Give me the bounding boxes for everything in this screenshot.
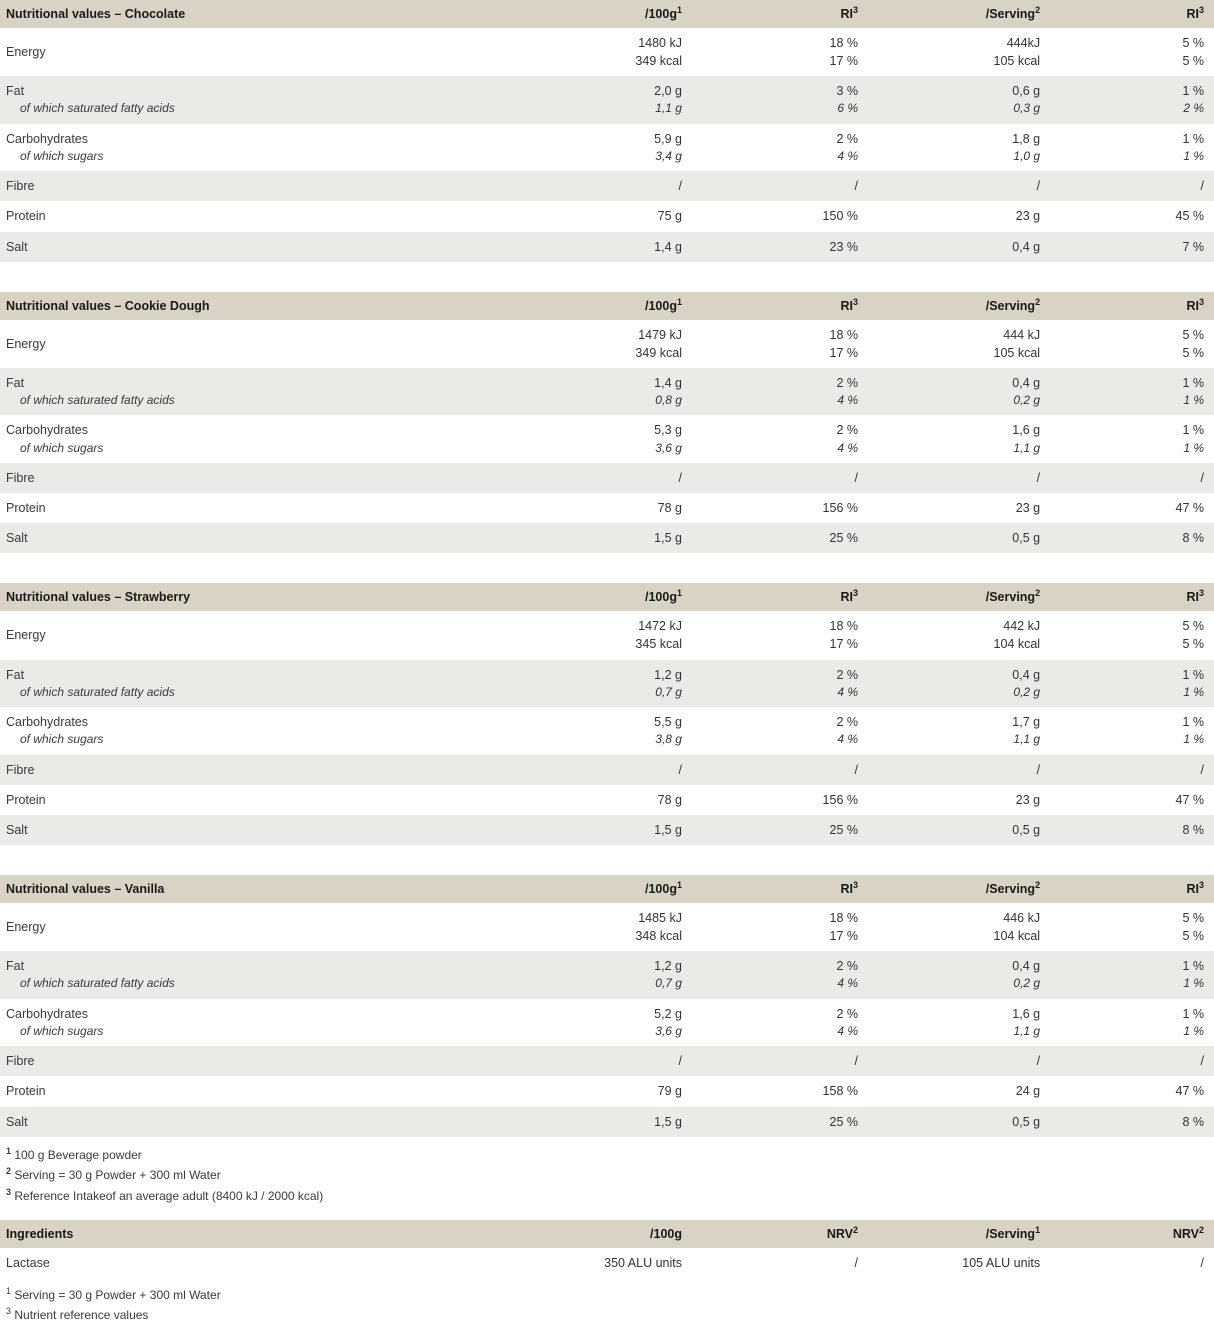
value-ri-1: / (692, 171, 868, 201)
table-title: Nutritional values – Strawberry (0, 583, 486, 611)
column-ri-1 (692, 583, 868, 611)
value-per-serving: / (868, 755, 1050, 785)
value-per-serving: 444kJ 105 kcal (868, 28, 1050, 76)
value-ri-2: 1 % 1 % (1050, 951, 1214, 999)
table-body (0, 28, 1214, 262)
value-ri-2: 1 % 1 % (1050, 999, 1214, 1047)
column-per-100g (486, 875, 692, 903)
footnote-marker: 1 (676, 879, 682, 890)
value-ri-2: / (1050, 1046, 1214, 1076)
footnote-marker: 1 (1035, 1225, 1041, 1236)
table-row (0, 1046, 1214, 1076)
column-label: RI (1186, 881, 1199, 896)
column-ri-2 (1050, 875, 1214, 903)
table-row (0, 707, 1214, 755)
column-per-100g (486, 583, 692, 611)
value-per-serving: 0,4 g (868, 232, 1050, 262)
value-ri-1: 156 % (692, 493, 868, 523)
value-per-serving: 0,4 g 0,2 g (868, 660, 1050, 708)
value-ri-2: / (1050, 755, 1214, 785)
value-ri-2: 47 % (1050, 1076, 1214, 1106)
value-ri-1: / (692, 463, 868, 493)
value-ri-1: 2 % 4 % (692, 660, 868, 708)
footnote-marker: 3 (6, 1186, 12, 1197)
column-per-serving (868, 583, 1050, 611)
value-per-100g: 1,2 g 0,7 g (486, 660, 692, 708)
value-per-serving: 1,8 g 1,0 g (868, 124, 1050, 172)
row-label (0, 707, 486, 755)
row-label (0, 415, 486, 463)
nutrient-name: Carbohydrates (6, 715, 88, 730)
footnote-marker: 1 (676, 588, 682, 599)
footnote-marker: 1 (676, 4, 682, 15)
value-ri-2: / (1050, 463, 1214, 493)
column-nrv-2 (1050, 1220, 1214, 1248)
header-row (0, 583, 1214, 611)
row-label (0, 368, 486, 416)
row-label (0, 523, 486, 553)
row-label (0, 463, 486, 493)
nutrition-table-strawberry (0, 583, 1214, 845)
row-label (0, 755, 486, 785)
value-ri-2: 1 % 1 % (1050, 124, 1214, 172)
row-label (0, 785, 486, 815)
value-per-100g: / (486, 171, 692, 201)
value-ri-1: 2 % 4 % (692, 124, 868, 172)
column-label: RI (840, 7, 853, 21)
value-per-100g: / (486, 1046, 692, 1076)
table-row (0, 903, 1214, 951)
table-header (0, 0, 1214, 28)
column-per-serving (868, 292, 1050, 320)
row-label (0, 999, 486, 1047)
value-per-100g: 1480 kJ 349 kcal (486, 28, 692, 76)
value-ri-1: / (692, 755, 868, 785)
row-label (0, 171, 486, 201)
table-row (0, 815, 1214, 845)
value-per-100g: 78 g (486, 493, 692, 523)
value-ri-2: 5 % 5 % (1050, 28, 1214, 76)
nutrient-name: Fibre (6, 470, 35, 485)
value-ri-1: 18 % 17 % (692, 903, 868, 951)
table-row (0, 755, 1214, 785)
footnote-marker: 1 (676, 296, 682, 307)
value-per-100g: 1485 kJ 348 kcal (486, 903, 692, 951)
table-row (0, 660, 1214, 708)
column-ri-1 (692, 875, 868, 903)
value-per-serving: 0,5 g (868, 1107, 1050, 1137)
nutrient-subname: of which saturated fatty acids (20, 393, 175, 408)
column-label: RI (840, 298, 853, 313)
footnote-marker: 2 (6, 1166, 12, 1177)
value-per-100g: 75 g (486, 201, 692, 231)
value-ri-1: 2 % 4 % (692, 999, 868, 1047)
table-row (0, 415, 1214, 463)
row-label (0, 1046, 486, 1076)
column-per-serving (868, 1220, 1050, 1248)
table-title: Nutritional values – Vanilla (0, 875, 486, 903)
table-row (0, 201, 1214, 231)
nutrient-name: Fat (6, 667, 25, 682)
row-label (0, 1076, 486, 1106)
value-per-100g: 1,4 g 0,8 g (486, 368, 692, 416)
value-per-100g: 79 g (486, 1076, 692, 1106)
value-per-serving: 24 g (868, 1076, 1050, 1106)
value-ri-1: 25 % (692, 1107, 868, 1137)
nutrient-name: Carbohydrates (6, 423, 88, 438)
nutrient-name: Salt (6, 531, 28, 546)
value-ri-2: 1 % 1 % (1050, 660, 1214, 708)
value-per-100g: 5,3 g 3,6 g (486, 415, 692, 463)
value-ri-2: 8 % (1050, 523, 1214, 553)
column-label: /Serving (985, 881, 1036, 896)
value-per-serving: 105 ALU units (868, 1248, 1050, 1278)
nutrient-subname: of which saturated fatty acids (20, 101, 175, 116)
row-label (0, 1107, 486, 1137)
value-per-100g: 1479 kJ 349 kcal (486, 320, 692, 368)
row-label (0, 493, 486, 523)
footnote-marker: 3 (1198, 296, 1204, 307)
footnotes (2, 1145, 1214, 1207)
table-row (0, 785, 1214, 815)
footnote-marker: 3 (1198, 588, 1204, 599)
value-ri-1: 156 % (692, 785, 868, 815)
ingredient-footnotes (2, 1285, 1214, 1326)
nutrient-name: Salt (6, 239, 28, 254)
nutrient-name: Carbohydrates (6, 1006, 88, 1021)
value-ri-1: 158 % (692, 1076, 868, 1106)
footnote-text: Serving = 30 g Powder + 300 ml Water (14, 1287, 221, 1302)
footnote-text: Nutrient reference values (14, 1308, 149, 1323)
table-header (0, 1220, 1214, 1248)
column-label: /Serving (985, 1227, 1036, 1242)
footnote-marker: 3 (852, 296, 858, 307)
nutrient-subname: of which sugars (20, 1023, 104, 1038)
value-per-100g: 5,2 g 3,6 g (486, 999, 692, 1047)
row-label (0, 76, 486, 124)
column-label: RI (840, 590, 853, 605)
column-label: /100g (645, 881, 677, 896)
row-label (0, 124, 486, 172)
column-ri-1 (692, 0, 868, 28)
column-nrv-1 (692, 1220, 868, 1248)
footnote-marker: 2 (1035, 296, 1041, 307)
value-per-100g: 1,5 g (486, 815, 692, 845)
table-header (0, 292, 1214, 320)
value-per-100g: / (486, 463, 692, 493)
nutrient-subname: of which sugars (20, 732, 104, 747)
value-ri-1: 18 % 17 % (692, 28, 868, 76)
table-row (0, 611, 1214, 659)
value-ri-2: 5 % 5 % (1050, 903, 1214, 951)
ingredient-footnote-1 (2, 1285, 1214, 1306)
table-row (0, 232, 1214, 262)
column-ri-1 (692, 292, 868, 320)
nutrition-table-cookie-dough (0, 292, 1214, 554)
value-per-100g: 5,9 g 3,4 g (486, 124, 692, 172)
row-label (0, 28, 486, 76)
value-nrv-2: / (1050, 1248, 1214, 1278)
footnote-marker: 3 (852, 4, 858, 15)
nutrient-name: Carbohydrates (6, 131, 88, 146)
table-row (0, 1076, 1214, 1106)
nutrient-name: Fibre (6, 1054, 35, 1069)
table-header (0, 583, 1214, 611)
nutrient-subname: of which saturated fatty acids (20, 976, 175, 991)
footnote-marker: 3 (852, 879, 858, 890)
nutrient-subname: of which sugars (20, 440, 104, 455)
nutrient-name: Fat (6, 959, 25, 974)
value-per-100g: 1,2 g 0,7 g (486, 951, 692, 999)
value-ri-1: 3 % 6 % (692, 76, 868, 124)
footnote-marker: 3 (852, 588, 858, 599)
value-per-serving: 1,6 g 1,1 g (868, 415, 1050, 463)
row-label: Lactase (0, 1248, 486, 1278)
column-label: NRV (826, 1227, 853, 1242)
column-label: RI (840, 881, 853, 896)
table-row (0, 368, 1214, 416)
table-row (0, 1248, 1214, 1278)
ingredient-footnote-3 (2, 1305, 1214, 1326)
footnote-marker: 2 (1035, 588, 1041, 599)
value-per-serving: / (868, 1046, 1050, 1076)
value-ri-2: 47 % (1050, 785, 1214, 815)
header-row (0, 1220, 1214, 1248)
row-label (0, 660, 486, 708)
value-ri-2: 1 % 1 % (1050, 707, 1214, 755)
table-title: Nutritional values – Chocolate (0, 0, 486, 28)
row-label (0, 320, 486, 368)
table-body (0, 1248, 1214, 1278)
value-per-100g: 2,0 g 1,1 g (486, 76, 692, 124)
value-ri-2: 5 % 5 % (1050, 320, 1214, 368)
table-body (0, 320, 1214, 554)
value-ri-1: 2 % 4 % (692, 951, 868, 999)
column-label: /100g (645, 298, 677, 313)
table-row (0, 951, 1214, 999)
column-label: /Serving (985, 590, 1036, 605)
value-per-100g: 1,4 g (486, 232, 692, 262)
table-title: Nutritional values – Cookie Dough (0, 292, 486, 320)
column-per-100g (486, 0, 692, 28)
nutrient-subname: of which saturated fatty acids (20, 684, 175, 699)
column-per-100g: /100g (486, 1220, 692, 1248)
table-row (0, 1107, 1214, 1137)
footnote-marker: 2 (1035, 879, 1041, 890)
column-label: RI (1186, 590, 1199, 605)
footnote-marker: 2 (1198, 1225, 1204, 1236)
value-per-serving: 444 kJ 105 kcal (868, 320, 1050, 368)
value-per-serving: 442 kJ 104 kcal (868, 611, 1050, 659)
nutrient-name: Fat (6, 375, 25, 390)
row-label (0, 232, 486, 262)
value-per-100g: 5,5 g 3,8 g (486, 707, 692, 755)
column-label: /100g (645, 7, 677, 21)
header-row (0, 875, 1214, 903)
nutrient-name: Energy (6, 628, 46, 643)
table-row (0, 171, 1214, 201)
footnote-1 (2, 1145, 1214, 1166)
table-row (0, 523, 1214, 553)
row-label (0, 951, 486, 999)
value-ri-1: 2 % 4 % (692, 368, 868, 416)
nutrient-name: Protein (6, 1084, 46, 1099)
value-per-serving: 0,4 g 0,2 g (868, 368, 1050, 416)
row-label (0, 611, 486, 659)
value-ri-1: 18 % 17 % (692, 320, 868, 368)
header-row (0, 0, 1214, 28)
value-per-100g: / (486, 755, 692, 785)
footnote-text: Serving = 30 g Powder + 300 ml Water (14, 1168, 221, 1183)
value-per-serving: 23 g (868, 493, 1050, 523)
value-per-serving: 0,4 g 0,2 g (868, 951, 1050, 999)
nutrient-name: Fat (6, 84, 25, 99)
table-row (0, 124, 1214, 172)
value-per-serving: 23 g (868, 201, 1050, 231)
value-per-serving: / (868, 171, 1050, 201)
column-per-serving (868, 875, 1050, 903)
footnote-marker: 3 (1198, 4, 1204, 15)
value-per-100g: 1,5 g (486, 1107, 692, 1137)
nutrient-name: Protein (6, 792, 46, 807)
value-per-serving: 0,5 g (868, 815, 1050, 845)
value-ri-2: 1 % 2 % (1050, 76, 1214, 124)
table-title: Ingredients (0, 1220, 486, 1248)
nutrient-name: Fibre (6, 762, 35, 777)
value-per-100g: 350 ALU units (486, 1248, 692, 1278)
value-ri-1: 25 % (692, 815, 868, 845)
table-body (0, 611, 1214, 845)
table-header (0, 875, 1214, 903)
footnote-marker: 3 (1198, 879, 1204, 890)
nutrient-name: Protein (6, 209, 46, 224)
column-ri-2 (1050, 292, 1214, 320)
value-ri-2: 47 % (1050, 493, 1214, 523)
value-ri-1: 2 % 4 % (692, 415, 868, 463)
value-ri-2: 7 % (1050, 232, 1214, 262)
value-per-100g: 78 g (486, 785, 692, 815)
column-label: /100g (645, 590, 677, 605)
value-per-serving: 0,6 g 0,3 g (868, 76, 1050, 124)
header-row (0, 292, 1214, 320)
footnote-text: Reference Intakeof an average adult (8400 kJ / 2000 kcal) (14, 1188, 324, 1203)
nutrient-name: Salt (6, 822, 28, 837)
value-per-serving: 0,5 g (868, 523, 1050, 553)
value-per-serving: / (868, 463, 1050, 493)
column-label: NRV (1172, 1227, 1199, 1242)
row-label (0, 201, 486, 231)
nutrient-subname: of which sugars (20, 148, 104, 163)
value-ri-1: 2 % 4 % (692, 707, 868, 755)
footnote-2 (2, 1165, 1214, 1186)
column-label: /Serving (985, 298, 1036, 313)
footnote-text: 100 g Beverage powder (14, 1147, 142, 1162)
nutrient-name: Fibre (6, 179, 35, 194)
value-ri-1: 18 % 17 % (692, 611, 868, 659)
footnote-marker: 3 (6, 1306, 12, 1317)
row-label (0, 903, 486, 951)
value-per-serving: 446 kJ 104 kcal (868, 903, 1050, 951)
nutrient-name: Energy (6, 920, 46, 935)
value-per-100g: 1,5 g (486, 523, 692, 553)
value-ri-2: 5 % 5 % (1050, 611, 1214, 659)
footnote-marker: 1 (6, 1285, 12, 1296)
column-ri-2 (1050, 583, 1214, 611)
value-per-100g: 1472 kJ 345 kcal (486, 611, 692, 659)
value-per-serving: 1,6 g 1,1 g (868, 999, 1050, 1047)
table-row (0, 76, 1214, 124)
value-per-serving: 1,7 g 1,1 g (868, 707, 1050, 755)
value-ri-2: 45 % (1050, 201, 1214, 231)
value-ri-1: 150 % (692, 201, 868, 231)
value-ri-1: / (692, 1046, 868, 1076)
table-row (0, 320, 1214, 368)
table-row (0, 28, 1214, 76)
nutrient-name: Energy (6, 336, 46, 351)
nutrient-name: Protein (6, 501, 46, 516)
nutrient-name: Salt (6, 1114, 28, 1129)
value-per-serving: 23 g (868, 785, 1050, 815)
column-label: /Serving (985, 7, 1036, 21)
column-ri-2 (1050, 0, 1214, 28)
table-body (0, 903, 1214, 1137)
nutrient-name: Energy (6, 45, 46, 60)
value-ri-2: 8 % (1050, 1107, 1214, 1137)
table-row (0, 493, 1214, 523)
value-ri-1: 23 % (692, 232, 868, 262)
value-ri-2: 8 % (1050, 815, 1214, 845)
row-label (0, 815, 486, 845)
column-label: RI (1186, 7, 1199, 21)
column-per-serving (868, 0, 1050, 28)
value-ri-2: 1 % 1 % (1050, 415, 1214, 463)
footnote-marker: 2 (1035, 4, 1041, 15)
column-per-100g (486, 292, 692, 320)
footnote-3 (2, 1186, 1214, 1207)
footnote-marker: 1 (6, 1145, 12, 1156)
nutrition-table-chocolate (0, 0, 1214, 262)
value-ri-2: 1 % 1 % (1050, 368, 1214, 416)
ingredients-table (0, 1220, 1214, 1278)
footnote-marker: 2 (852, 1225, 858, 1236)
table-row (0, 463, 1214, 493)
value-nrv-1: / (692, 1248, 868, 1278)
column-label: RI (1186, 298, 1199, 313)
value-ri-1: 25 % (692, 523, 868, 553)
table-row (0, 999, 1214, 1047)
nutrition-table-vanilla (0, 875, 1214, 1137)
value-ri-2: / (1050, 171, 1214, 201)
